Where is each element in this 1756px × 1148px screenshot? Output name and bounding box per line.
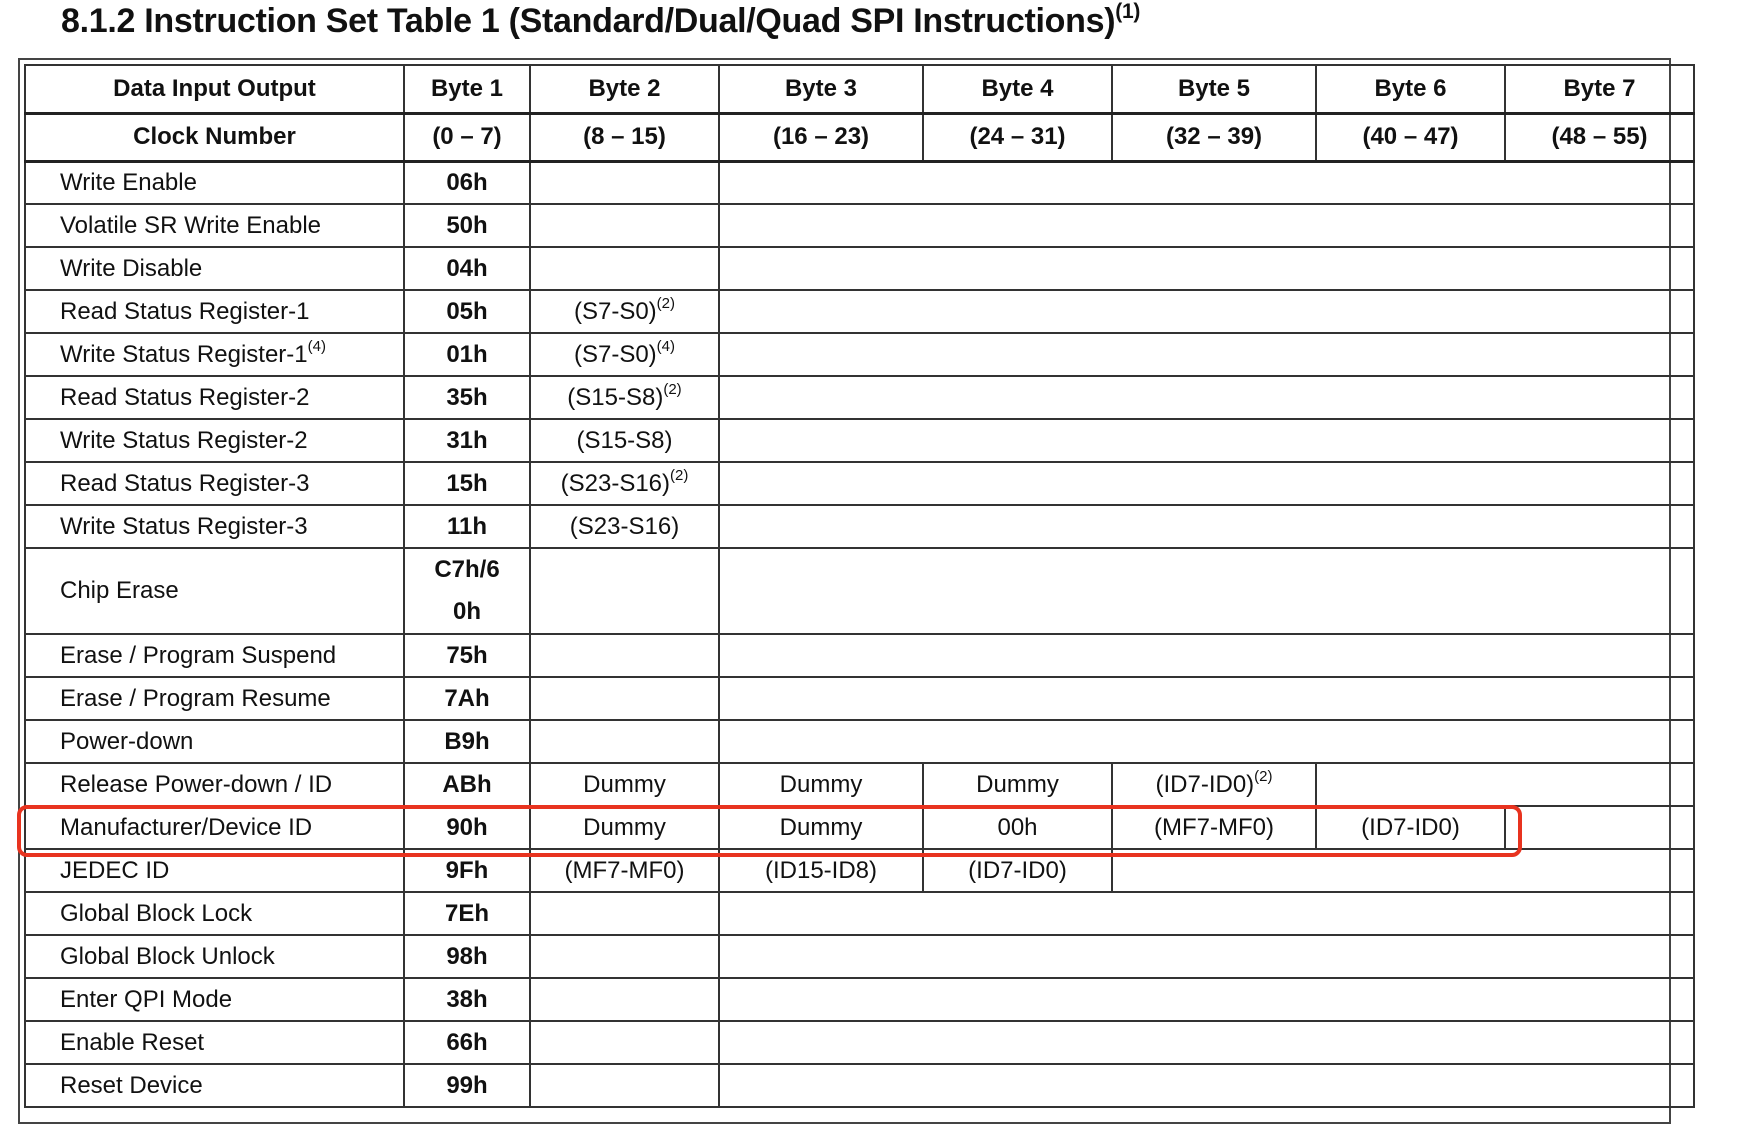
instruction-name: Power-down xyxy=(25,720,404,763)
byte-cell-empty xyxy=(719,247,1694,290)
table-row xyxy=(25,978,1694,1021)
footnote-mark: (2) xyxy=(670,466,689,484)
table-row xyxy=(25,333,1694,376)
byte-cell xyxy=(530,634,719,677)
byte-cell xyxy=(530,935,719,978)
byte-cell-empty xyxy=(719,419,1694,462)
opcode: B9h xyxy=(404,720,530,763)
byte-cell: Dummy xyxy=(923,763,1112,806)
byte-cell: (ID7-ID0) xyxy=(1316,806,1505,849)
header-cell: (24 – 31) xyxy=(923,113,1112,161)
table-row xyxy=(25,763,1694,806)
byte-cell-empty xyxy=(719,935,1694,978)
header-cell: Byte 2 xyxy=(530,65,719,113)
table-row xyxy=(25,935,1694,978)
opcode: 90h xyxy=(404,806,530,849)
header-cell: Byte 3 xyxy=(719,65,923,113)
opcode: 15h xyxy=(404,462,530,505)
instruction-name: Write Enable xyxy=(25,161,404,204)
byte-cell: (ID15-ID8) xyxy=(719,849,923,892)
opcode: C7h/6 0h xyxy=(404,548,530,634)
table-row xyxy=(25,720,1694,763)
opcode: 50h xyxy=(404,204,530,247)
byte-cell-empty xyxy=(719,892,1694,935)
highlight-box xyxy=(17,805,1522,857)
byte-cell-empty xyxy=(719,548,1694,634)
instruction-set-table xyxy=(24,64,1695,1108)
byte-cell xyxy=(530,1064,719,1107)
table-row xyxy=(25,247,1694,290)
byte-cell xyxy=(530,161,719,204)
byte-cell: (ID7-ID0) xyxy=(923,849,1112,892)
opcode: 01h xyxy=(404,333,530,376)
byte-cell xyxy=(530,548,719,634)
opcode: 06h xyxy=(404,161,530,204)
header-cell: (48 – 55) xyxy=(1505,113,1694,161)
section-title: 8.1.2 Instruction Set Table 1 (Standard/Dual/Quad SPI Instructions)$^{(1)}$ xyxy=(61,0,1141,40)
byte-cell: $(S23-S16)^{(2)}$ xyxy=(530,462,719,505)
opcode: 7Eh xyxy=(404,892,530,935)
footnote-mark: (4) xyxy=(307,337,326,355)
opcode: 75h xyxy=(404,634,530,677)
byte-cell: Dummy xyxy=(719,763,923,806)
byte-cell xyxy=(530,204,719,247)
byte-cell-empty xyxy=(1316,763,1694,806)
instruction-name: Read Status Register-3 xyxy=(25,462,404,505)
instruction-name: Write Disable xyxy=(25,247,404,290)
header-cell: Byte 5 xyxy=(1112,65,1316,113)
header-cell: (16 – 23) xyxy=(719,113,923,161)
table-row xyxy=(25,892,1694,935)
footnote-mark: (2) xyxy=(663,380,682,398)
table-row xyxy=(25,161,1694,204)
byte-cell-empty xyxy=(719,1021,1694,1064)
byte-cell: Dummy xyxy=(719,806,923,849)
opcode: 31h xyxy=(404,419,530,462)
byte-cell-empty xyxy=(719,720,1694,763)
instruction-name: Enable Reset xyxy=(25,1021,404,1064)
instruction-name: Erase / Program Resume xyxy=(25,677,404,720)
byte-cell-empty xyxy=(1505,806,1694,849)
byte-cell-empty xyxy=(719,376,1694,419)
table-row xyxy=(25,1021,1694,1064)
byte-cell-empty xyxy=(719,978,1694,1021)
header-cell: Byte 1 xyxy=(404,65,530,113)
title-footnote: (1) xyxy=(1115,0,1141,23)
instruction-name: Global Block Lock xyxy=(25,892,404,935)
byte-cell: (S23-S16) xyxy=(530,505,719,548)
opcode: 7Ah xyxy=(404,677,530,720)
byte-cell xyxy=(530,978,719,1021)
header-cell: Clock Number xyxy=(25,113,404,161)
byte-cell: (MF7-MF0) xyxy=(1112,806,1316,849)
byte-cell: $(S7-S0)^{(2)}$ xyxy=(530,290,719,333)
byte-cell: (S15-S8) xyxy=(530,419,719,462)
instruction-name: Erase / Program Suspend xyxy=(25,634,404,677)
instruction-name: Volatile SR Write Enable xyxy=(25,204,404,247)
byte-cell: (MF7-MF0) xyxy=(530,849,719,892)
header-cell: (8 – 15) xyxy=(530,113,719,161)
instruction-name: Manufacturer/Device ID xyxy=(25,806,404,849)
byte-cell: $(S7-S0)^{(4)}$ xyxy=(530,333,719,376)
byte-cell-empty xyxy=(719,462,1694,505)
header-cell: Byte 6 xyxy=(1316,65,1505,113)
byte-cell: 00h xyxy=(923,806,1112,849)
instruction-name: Global Block Unlock xyxy=(25,935,404,978)
opcode: 38h xyxy=(404,978,530,1021)
header-row-clocks xyxy=(25,113,1694,161)
table-row xyxy=(25,376,1694,419)
instruction-name: Chip Erase xyxy=(25,548,404,634)
instruction-name: Release Power-down / ID xyxy=(25,763,404,806)
byte-cell-empty xyxy=(719,505,1694,548)
footnote-mark: (2) xyxy=(1254,767,1273,785)
opcode: ABh xyxy=(404,763,530,806)
header-cell: Data Input Output xyxy=(25,65,404,113)
byte-cell: Dummy xyxy=(530,806,719,849)
header-cell: Byte 7 xyxy=(1505,65,1694,113)
table-row xyxy=(25,505,1694,548)
header-cell: Byte 4 xyxy=(923,65,1112,113)
byte-cell-empty xyxy=(719,677,1694,720)
instruction-name: Write Status Register-2 xyxy=(25,419,404,462)
opcode: 9Fh xyxy=(404,849,530,892)
table-row xyxy=(25,419,1694,462)
byte-cell xyxy=(530,720,719,763)
byte-cell: Dummy xyxy=(530,763,719,806)
byte-cell-empty xyxy=(719,333,1694,376)
instruction-name: Write Status Register-1$^{(4)}$ xyxy=(25,333,404,376)
header-cell: (0 – 7) xyxy=(404,113,530,161)
header-row-bytes xyxy=(25,65,1694,113)
byte-cell-empty xyxy=(719,1064,1694,1107)
byte-cell-empty xyxy=(719,161,1694,204)
instruction-name: JEDEC ID xyxy=(25,849,404,892)
table-row xyxy=(25,548,1694,634)
byte-cell xyxy=(530,1021,719,1064)
byte-cell xyxy=(530,247,719,290)
table-row xyxy=(25,677,1694,720)
opcode: 98h xyxy=(404,935,530,978)
byte-cell: $(S15-S8)^{(2)}$ xyxy=(530,376,719,419)
table-row xyxy=(25,1064,1694,1107)
header-cell: (32 – 39) xyxy=(1112,113,1316,161)
byte-cell-empty xyxy=(719,634,1694,677)
table-row xyxy=(25,204,1694,247)
opcode: 04h xyxy=(404,247,530,290)
opcode: 35h xyxy=(404,376,530,419)
byte-cell xyxy=(530,892,719,935)
byte-cell: $(ID7-ID0)^{(2)}$ xyxy=(1112,763,1316,806)
opcode: 11h xyxy=(404,505,530,548)
byte-cell xyxy=(530,677,719,720)
footnote-mark: (4) xyxy=(656,337,676,355)
header-cell: (40 – 47) xyxy=(1316,113,1505,161)
opcode: 99h xyxy=(404,1064,530,1107)
footnote-mark: (2) xyxy=(656,294,676,312)
byte-cell-empty xyxy=(719,290,1694,333)
table-row xyxy=(25,290,1694,333)
opcode: 66h xyxy=(404,1021,530,1064)
instruction-name: Enter QPI Mode xyxy=(25,978,404,1021)
instruction-name: Reset Device xyxy=(25,1064,404,1107)
instruction-name: Read Status Register-1 xyxy=(25,290,404,333)
table-row xyxy=(25,462,1694,505)
instruction-name: Read Status Register-2 xyxy=(25,376,404,419)
byte-cell-empty xyxy=(719,204,1694,247)
opcode: 05h xyxy=(404,290,530,333)
instruction-name: Write Status Register-3 xyxy=(25,505,404,548)
table-row xyxy=(25,634,1694,677)
